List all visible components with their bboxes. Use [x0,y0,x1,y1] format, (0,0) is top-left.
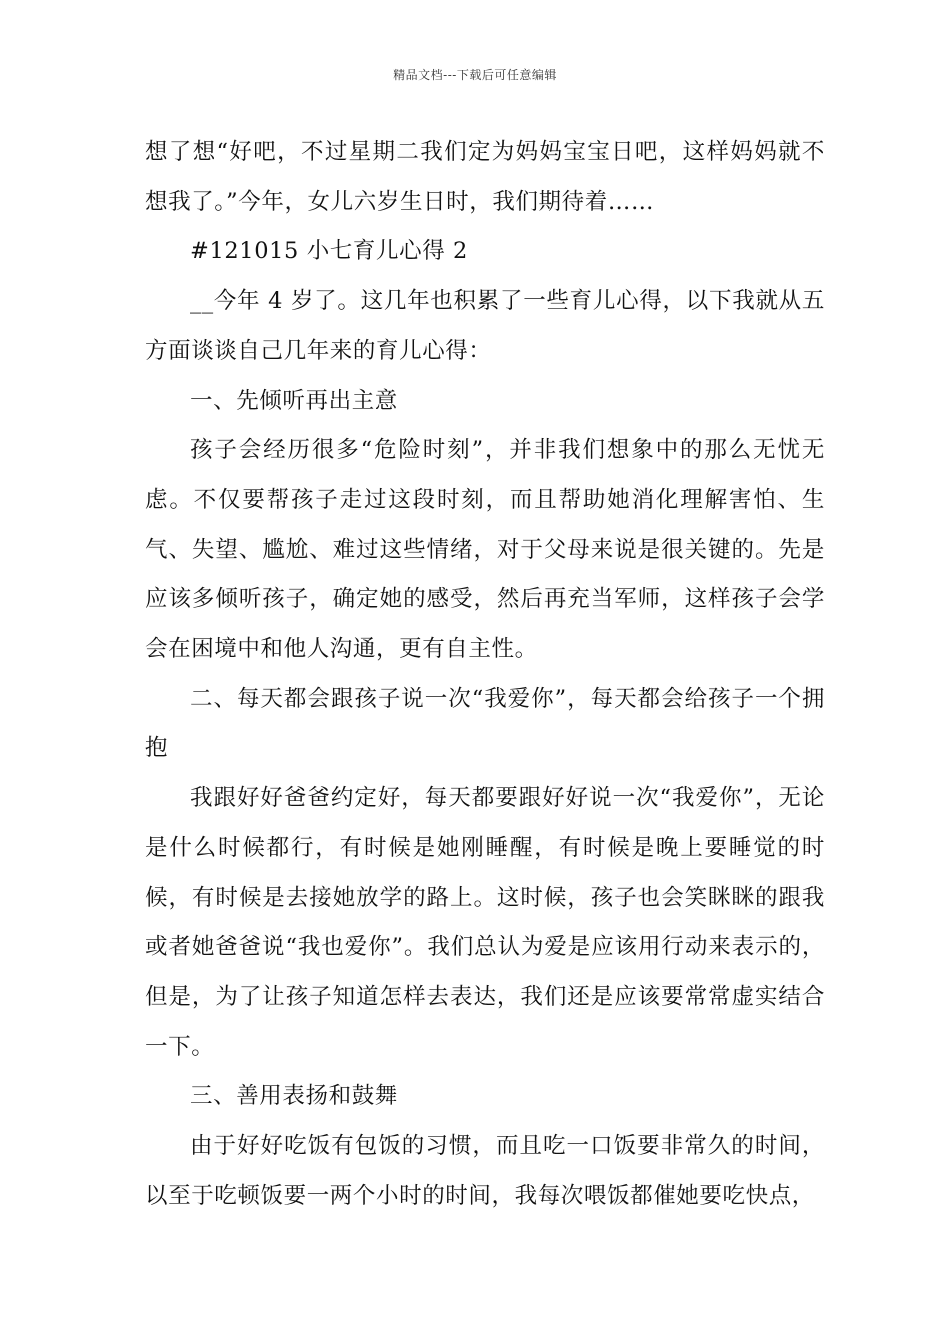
heading-point-1: 一、先倾听再出主意 [190,387,398,414]
heading-point-3: 三、善用表扬和鼓舞 [190,1083,398,1110]
paragraph-point-3: 由于好好吃饭有包饭的习惯，而且吃一口饭要非常久的时间，以至于吃顿饭要一两个小时的时间，我每次喂饭都催她要吃快点， [145,1133,825,1209]
page-header: 精品文档---下载后可任意编辑 [393,68,557,82]
heading-point-2: 二、每天都会跟孩子说一次“我爱你”，每天都会给孩子一个拥抱 [145,685,825,762]
section-title-2: #121015 小七育儿心得 2 [190,238,468,265]
paragraph-point-2: 我跟好好爸爸约定好，每天都要跟好好说一次“我爱你”，无论是什么时候都行，有时候是她刚睡醒，有时候是晚上要睡觉的时候，有时候是去接她放学的路上。这时候，孩子也会笑眯眯的跟我或者她爸爸说“我也爱你”。我们总认为爱是应该用行动来表示的，但是，为了让孩子知道怎样去表达，我们还是应该要常常虚实结合一下。 [145,785,825,1060]
paragraph-1: 想了想“好吧，不过星期二我们定为妈妈宝宝日吧，这样妈妈就不想我了。”今年，女儿六岁生日时，我们期待着…… [145,139,825,215]
document-body [145,128,825,1221]
paragraph-point-1: 孩子会经历很多“危险时刻”，并非我们想象中的那么无忧无虑。不仅要帮孩子走过这段时刻，而且帮助她消化理解害怕、生气、失望、尴尬、难过这些情绪，对于父母来说是很关键的。先是应该多倾听孩子，确定她的感受，然后再充当军师，这样孩子会学会在困境中和他人沟通，更有自主性。 [145,437,825,663]
paragraph-intro: __今年 4 岁了。这几年也积累了一些育儿心得，以下我就从五方面谈谈自己几年来的育儿心得： [145,288,825,364]
